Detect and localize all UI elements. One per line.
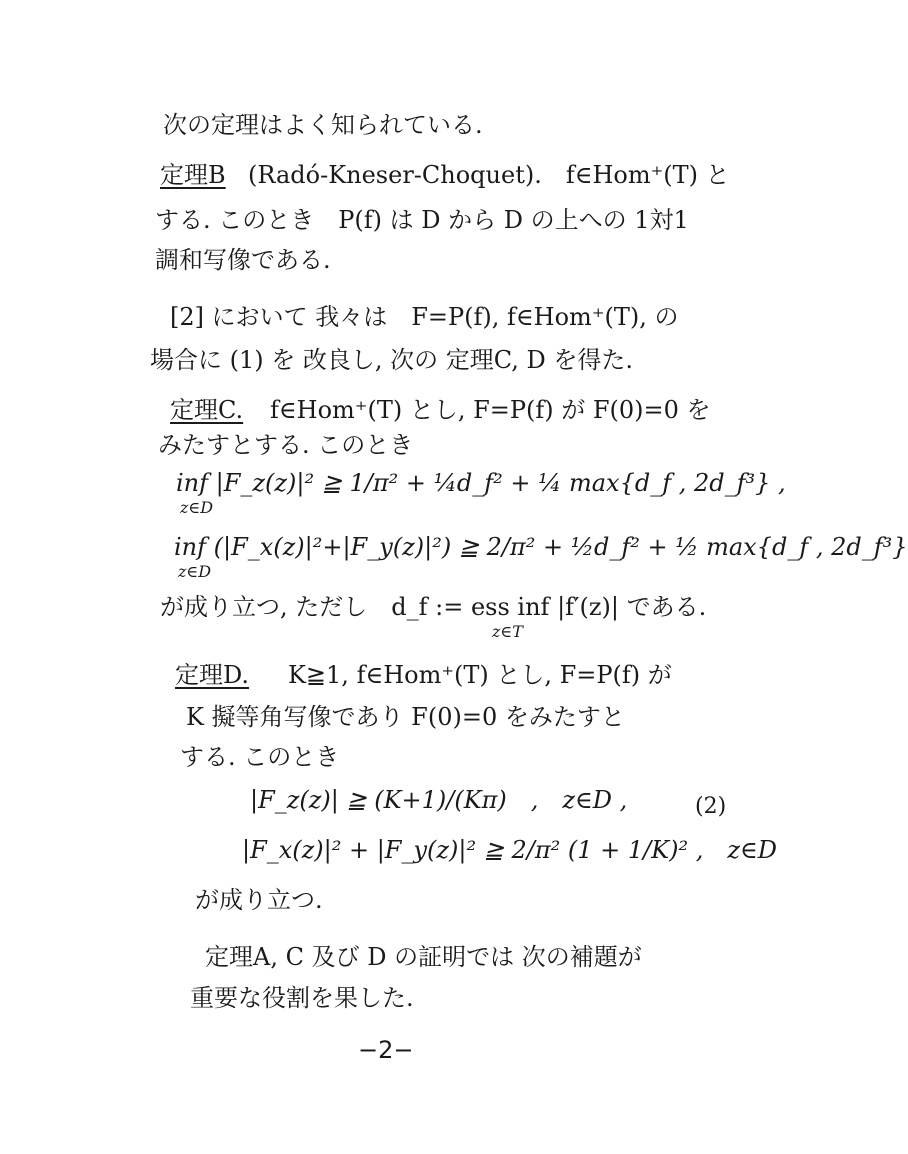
page-number: −2− <box>358 1036 414 1064</box>
theorem-b-conclusion: 調和写像である. <box>155 246 331 274</box>
theorem-c-inequality-1: inf |F_z(z)|² ≧ 1/π² + ¼d_f² + ¼ max{d_f , 2d_f³} , <box>176 469 786 497</box>
theorem-c-hypothesis-cont: みたすとする. このとき <box>158 431 414 459</box>
equation-number: (2) <box>695 794 727 819</box>
theorem-c-definition: が成り立つ, ただし d_f := ess inf |f′(z)| である. <box>160 593 707 621</box>
theorem-d-inequality-2: |F_x(z)|² + |F_y(z)|² ≧ 2/π² (1 + 1/K)² , z∈D <box>242 836 778 864</box>
theorem-c-heading: 定理C. <box>170 396 244 424</box>
improvement-text: [2] において 我々は F=P(f), f∈Hom⁺(T), の <box>170 303 679 331</box>
theorem-d-hypothesis-cont: K 擬等角写像であり F(0)=0 をみたすと <box>186 703 625 731</box>
theorem-d-hypothesis: K≧1, f∈Hom⁺(T) とし, F=P(f) が <box>288 661 672 689</box>
inf-subscript-2: z∈D <box>178 562 212 581</box>
theorem-b-body: する. このとき P(f) は D から D の上への 1対1 <box>155 206 689 234</box>
theorem-b-heading: 定理B <box>160 161 226 189</box>
theorem-b-statement: (Radó-Kneser-Choquet). f∈Hom⁺(T) と <box>248 161 730 189</box>
theorem-d-heading: 定理D. <box>175 661 250 689</box>
ess-inf-subscript: z∈T <box>492 622 523 641</box>
closing-text: 定理A, C 及び D の証明では 次の補題が <box>205 943 642 971</box>
improvement-text-cont: 場合に (1) を 改良し, 次の 定理C, D を得た. <box>150 346 634 374</box>
theorem-d-inequality-1: |F_z(z)| ≧ (K+1)/(Kπ) , z∈D , <box>250 786 628 814</box>
theorem-d-conclusion: が成り立つ. <box>195 886 323 914</box>
inf-subscript-1: z∈D <box>180 498 214 517</box>
theorem-c-inequality-2: inf (|F_x(z)|²+|F_y(z)|²) ≧ 2/π² + ½d_f² + ½ max{d_f , 2d_f³} <box>174 533 908 561</box>
intro-text: 次の定理はよく知られている. <box>163 111 483 139</box>
closing-text-cont: 重要な役割を果した. <box>190 984 414 1012</box>
theorem-d-hypothesis-end: する. このとき <box>180 743 340 771</box>
theorem-c-hypothesis: f∈Hom⁺(T) とし, F=P(f) が F(0)=0 を <box>270 396 711 424</box>
